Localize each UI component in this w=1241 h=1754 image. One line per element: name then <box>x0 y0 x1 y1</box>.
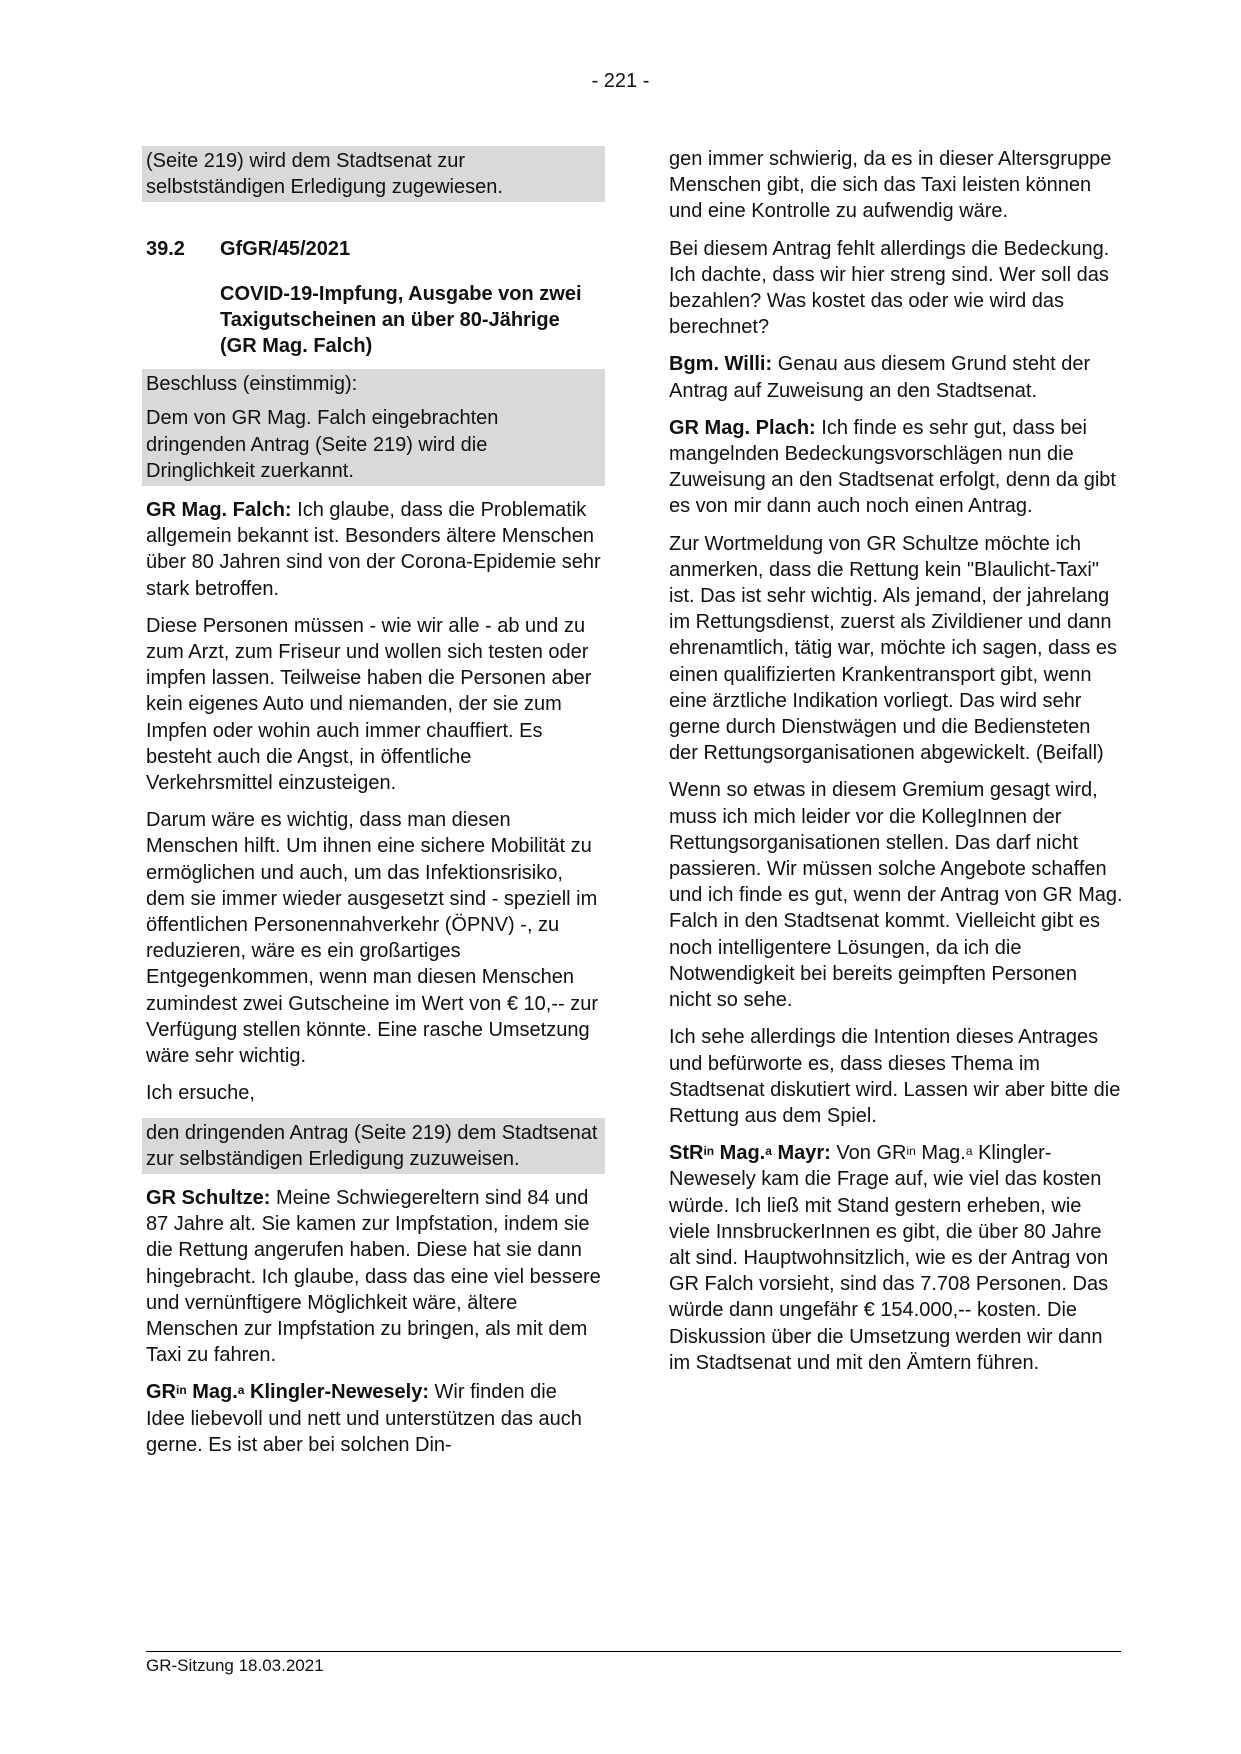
resolution-text: Dem von GR Mag. Falch eingebrachten dringenden Antrag (Seite 219) wird die Dringlichkeit zuerkannt. <box>146 407 499 482</box>
paragraph: Wenn so etwas in diesem Gremium gesagt wird, muss ich mich leider vor die KollegInnen der Rettungsorganisationen stellen. Das darf nicht passieren. Wir müssen solche Angebote schaffen und ich finde es gut, wenn der Antrag von GR Mag. Falch in den Stadtsenat kommt. Vielleicht gibt es noch intelligentere Lösungen, da ich die Notwendigkeit bei bereits geimpften Personen nicht so sehe. <box>669 779 1123 1012</box>
paragraph: Ich ersuche, <box>146 1082 255 1105</box>
speaker-name: $GR^{in}$ Mag.$^a$ Klingler-Newesely: <box>146 1381 429 1404</box>
speech-falch: GR Mag. Falch: Ich glaube, dass die Problematik allgemein bekannt ist. Besonders ältere Menschen über 80 Jahren sind von der Corona-Epidemie sehr stark betroffen. <box>146 499 601 600</box>
paragraph: gen immer schwierig, da es in dieser Altersgruppe Menschen gibt, die sich das Taxi leisten können und eine Kontrolle zu aufwendig wäre. <box>669 148 1112 223</box>
paragraph: Zur Wortmeldung von GR Schultze möchte ich anmerken, dass die Rettung kein "Blaulicht-Taxi" ist. Das ist sehr wichtig. Als jemand, der jahrelang im Rettungsdienst, zuerst als Zivildiener und dann ehrenamtlich, tätig war, möchte ich sagen, dass es einen qualifizierten Krankentransport gibt, wenn eine ärztliche Indikation vorliegt. Das wird sehr gerne durch Dienstwägen und die Bediensteten der Rettungsorganisationen abgewickelt. (Beifall) <box>669 532 1118 765</box>
left-column <box>146 146 601 1469</box>
section-heading <box>146 236 601 262</box>
paragraph: Bei diesem Antrag fehlt allerdings die Bedeckung. Ich dachte, dass wir hier streng sind. Wer soll das bezahlen? Was kostet das oder wie wird das berechnet? <box>669 237 1110 339</box>
speech-klingler: $GR^{in}$ Mag.$^a$ Klingler-Newesely: Wir finden die Idee liebevoll und nett und unterstützen das auch gerne. Es ist aber bei solchen Din- <box>146 1381 582 1456</box>
right-column <box>669 146 1124 1387</box>
resolution-box <box>142 369 605 486</box>
paragraph: Ich sehe allerdings die Intention dieses Antrages und befürworte es, dass dieses Thema im Stadtsenat diskutiert wird. Lassen wir aber bitte die Rettung aus dem Spiel. <box>669 1026 1121 1127</box>
paragraph: Darum wäre es wichtig, dass man diesen Menschen hilft. Um ihnen eine sichere Mobilität zu ermöglichen und auch, um das Infektionsrisiko, dem sie immer wieder ausgesetzt sind - speziell im öffentlichen Personennahverkehr (ÖPNV) -, zu reduzieren, wäre es ein großartiges Entgegenkommen, wenn man diesen Menschen zumindest zwei Gutscheine im Wert von € 10,-- zur Verfügung stellen könnte. Eine rasche Umsetzung wäre sehr wichtig. <box>146 809 599 1068</box>
speaker-name: GR Mag. Plach: <box>669 416 816 439</box>
speaker-name: GR Schultze: <box>146 1186 271 1209</box>
speech-mayr: StR$^{in}$ Mag.$^a$ Mayr: Von $GR^{in}$ Mag.$^a$ Klingler-Newesely kam die Frage auf, wie viel das kosten würde. Ich ließ mit Stand gestern erheben, wie viele InnsbruckerInnen es gibt, die über 80 Jahre alt sind. Hauptwohnsitzlich, wie es der Antrag von GR Falch vorsieht, sind das 7.708 Personen. Das würde dann ungefähr € 154.000,-- kosten. Die Diskussion über die Umsetzung werden wir dann im Stadtsenat und mit den Ämtern führen. <box>669 1142 1109 1374</box>
speech-willi: Bgm. Willi: Genau aus diesem Grund steht der Antrag auf Zuweisung an den Stadtsenat. <box>669 353 1091 402</box>
motion-text: den dringenden Antrag (Seite 219) dem Stadtsenat zur selbständigen Erledigung zuzuweisen. <box>146 1121 598 1170</box>
footer-divider <box>146 1651 1121 1652</box>
section-number: 39.2 <box>146 238 185 261</box>
section-reference: GfGR/45/2021 <box>220 238 351 261</box>
speaker-name: GR Mag. Falch: <box>146 499 292 522</box>
decision-box <box>142 146 605 202</box>
resolution-label: Beschluss (einstimmig): <box>146 373 358 396</box>
speech-schultze: GR Schultze: Meine Schwiegereltern sind 84 und 87 Jahre alt. Sie kamen zur Impfstation, indem sie die Rettung angerufen haben. Diese hat sie dann hingebracht. Ich glaube, dass das eine viel bessere und vernünftigere Möglichkeit wäre, ältere Menschen zur Impfstation zu bringen, als mit dem Taxi zu fahren. <box>146 1186 601 1367</box>
decision-text: (Seite 219) wird dem Stadtsenat zur selbstständigen Erledigung zugewiesen. <box>146 150 503 199</box>
speech-plach: GR Mag. Plach: Ich finde es sehr gut, dass bei mangelnden Bedeckungsvorschlägen nun die Zuweisung an den Stadtsenat erfolgt, denn da gibt es von mir dann auch noch einen Antrag. <box>669 416 1116 518</box>
motion-box <box>142 1118 605 1174</box>
paragraph: Diese Personen müssen - wie wir alle - ab und zu zum Arzt, zum Friseur und wollen sich testen oder impfen lassen. Teilweise haben die Personen aber kein eigenes Auto und niemanden, der sie zum Impfen oder wohin auch immer chauffiert. Es besteht auch die Angst, in öffentliche Verkehrsmittel einzusteigen. <box>146 614 592 795</box>
page-number: - 221 - <box>591 70 650 92</box>
speaker-name: Bgm. Willi: <box>669 353 773 376</box>
speaker-name: StR$^{in}$ Mag.$^a$ Mayr: <box>669 1142 831 1165</box>
section-title: COVID-19-Impfung, Ausgabe von zwei Taxigutscheinen an über 80-Jährige (GR Mag. Falch) <box>220 282 582 358</box>
page-footer: GR-Sitzung 18.03.2021 <box>146 1656 324 1675</box>
